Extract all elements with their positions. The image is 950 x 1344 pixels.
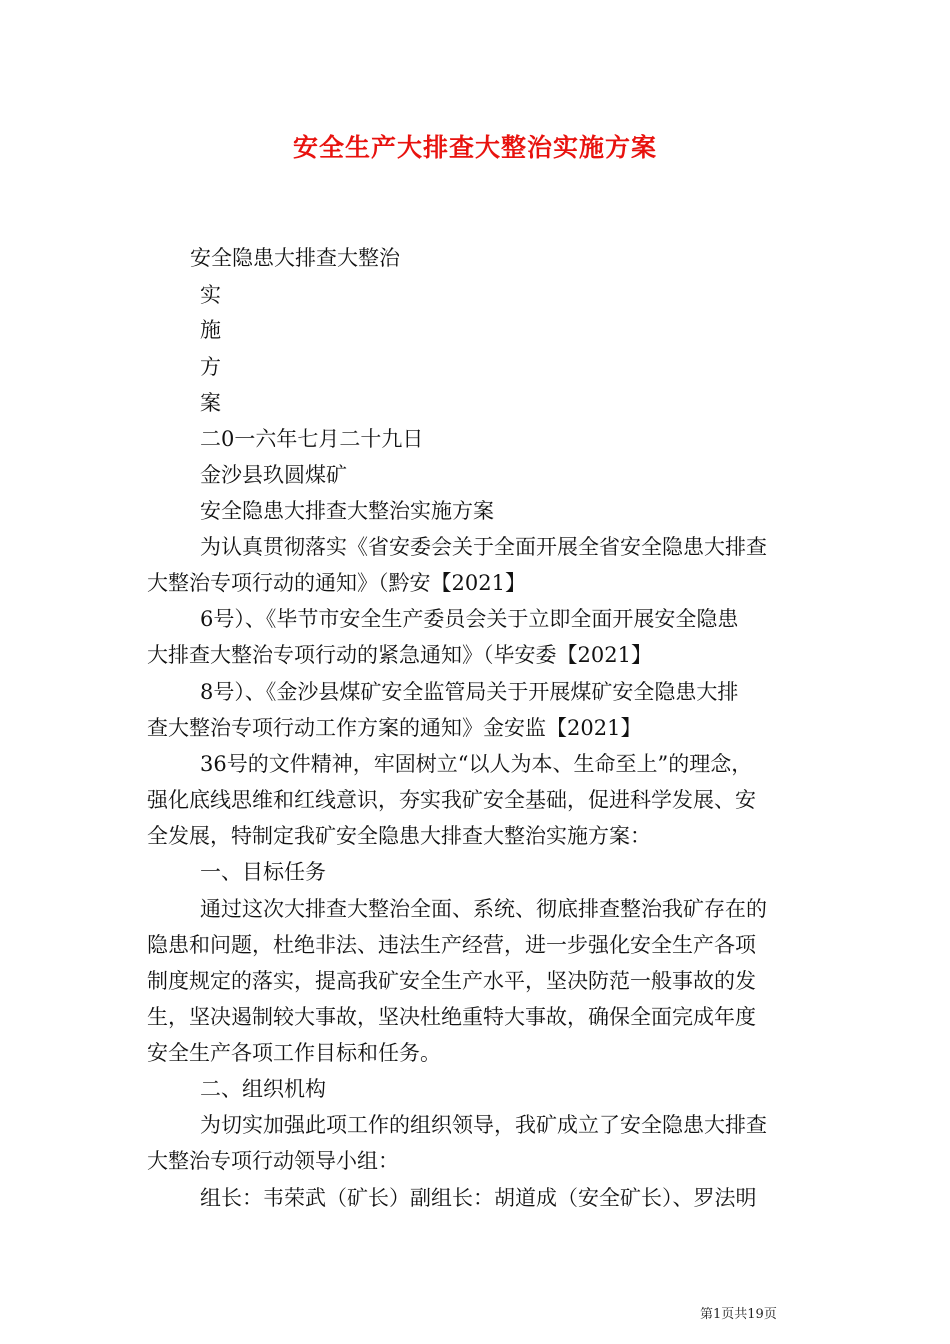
paragraph-line: 大排查大整治专项行动的紧急通知》（毕安委【2021】 — [147, 643, 652, 667]
paragraph-line: 查大整治专项行动工作方案的通知》金安监【2021】 — [147, 716, 642, 740]
paragraph-line: 安全隐患大排查大整治实施方案 — [200, 499, 494, 523]
paragraph-line: 为切实加强此项工作的组织领导，我矿成立了安全隐患大排查 — [200, 1113, 767, 1137]
paragraph-line: 全发展，特制定我矿安全隐患大排查大整治实施方案： — [147, 824, 651, 848]
paragraph-line: 金沙县玖圆煤矿 — [200, 463, 347, 487]
paragraph-line: 制度规定的落实，提高我矿安全生产水平，坚决防范一般事故的发 — [147, 969, 756, 993]
paragraph-line: 为认真贯彻落实《省安委会关于全面开展全省安全隐患大排查 — [200, 535, 767, 559]
paragraph-line: 36号的文件精神，牢固树立“以人为本、生命至上”的理念， — [200, 752, 753, 776]
paragraph-line: 方 — [200, 355, 221, 379]
paragraph-line: 大整治专项行动领导小组： — [147, 1149, 399, 1173]
paragraph-line: 大整治专项行动的通知》（黔安【2021】 — [147, 571, 526, 595]
paragraph-line: 安全隐患大排查大整治 — [190, 246, 400, 270]
paragraph-line: 6号）、《毕节市安全生产委员会关于立即全面开展安全隐患 — [200, 607, 739, 631]
page-number-footer: 第1页共19页 — [700, 1307, 777, 1322]
paragraph-line: 二0一六年七月二十九日 — [200, 427, 424, 451]
paragraph-line: 通过这次大排查大整治全面、系统、彻底排查整治我矿存在的 — [200, 897, 767, 921]
paragraph-line: 组长：韦荣武（矿长）副组长：胡道成（安全矿长）、罗法明 — [200, 1186, 757, 1210]
paragraph-line: 实 — [200, 283, 221, 307]
paragraph-line: 强化底线思维和红线意识，夯实我矿安全基础，促进科学发展、安 — [147, 788, 756, 812]
paragraph-line: 生，坚决遏制较大事故，坚决杜绝重特大事故，确保全面完成年度 — [147, 1005, 756, 1029]
section-heading: 一、目标任务 — [200, 860, 326, 884]
paragraph-line: 隐患和问题，杜绝非法、违法生产经营，进一步强化安全生产各项 — [147, 933, 756, 957]
paragraph-line: 案 — [200, 391, 221, 415]
document-title: 安全生产大排查大整治实施方案 — [292, 133, 657, 162]
section-heading: 二、组织机构 — [200, 1077, 326, 1101]
paragraph-line: 安全生产各项工作目标和任务。 — [147, 1041, 441, 1065]
paragraph-line: 施 — [200, 318, 221, 342]
paragraph-line: 8号）、《金沙县煤矿安全监管局关于开展煤矿安全隐患大排 — [200, 680, 739, 704]
